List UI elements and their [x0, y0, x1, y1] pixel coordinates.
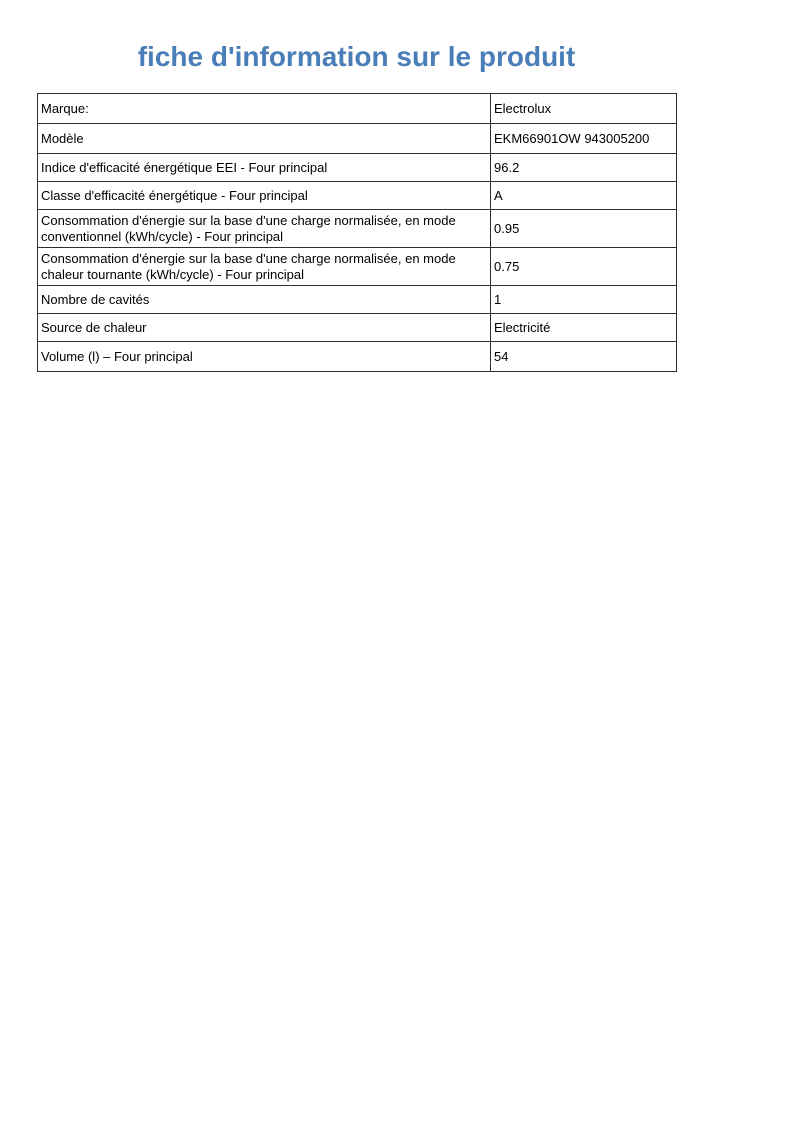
row-label: Nombre de cavités	[38, 286, 491, 314]
row-value: Electricité	[491, 314, 677, 342]
row-label: Source de chaleur	[38, 314, 491, 342]
row-label: Volume (l) – Four principal	[38, 342, 491, 372]
row-value: 96.2	[491, 154, 677, 182]
row-value: 0.75	[491, 248, 677, 286]
row-label: Consommation d'énergie sur la base d'une charge normalisée, en mode conventionnel (kWh/cycle) - Four principal	[38, 210, 491, 248]
product-info-table	[37, 93, 677, 372]
row-value: A	[491, 182, 677, 210]
row-value: 0.95	[491, 210, 677, 248]
table-row	[38, 248, 677, 286]
table-row	[38, 314, 677, 342]
table-row	[38, 154, 677, 182]
row-value: 54	[491, 342, 677, 372]
page-title: fiche d'information sur le produit	[137, 41, 576, 72]
table-row	[38, 210, 677, 248]
row-label: Classe d'efficacité énergétique - Four principal	[38, 182, 491, 210]
table-row	[38, 182, 677, 210]
row-value: EKM66901OW 943005200	[491, 124, 677, 154]
row-label: Indice d'efficacité énergétique EEI - Four principal	[38, 154, 491, 182]
row-label: Consommation d'énergie sur la base d'une charge normalisée, en mode chaleur tournante (kWh/cycle) - Four principal	[38, 248, 491, 286]
table-row	[38, 94, 677, 124]
table-row	[38, 286, 677, 314]
row-label: Modèle	[38, 124, 491, 154]
row-label: Marque:	[38, 94, 491, 124]
row-value: Electrolux	[491, 94, 677, 124]
table-row	[38, 342, 677, 372]
table-row	[38, 124, 677, 154]
row-value: 1	[491, 286, 677, 314]
